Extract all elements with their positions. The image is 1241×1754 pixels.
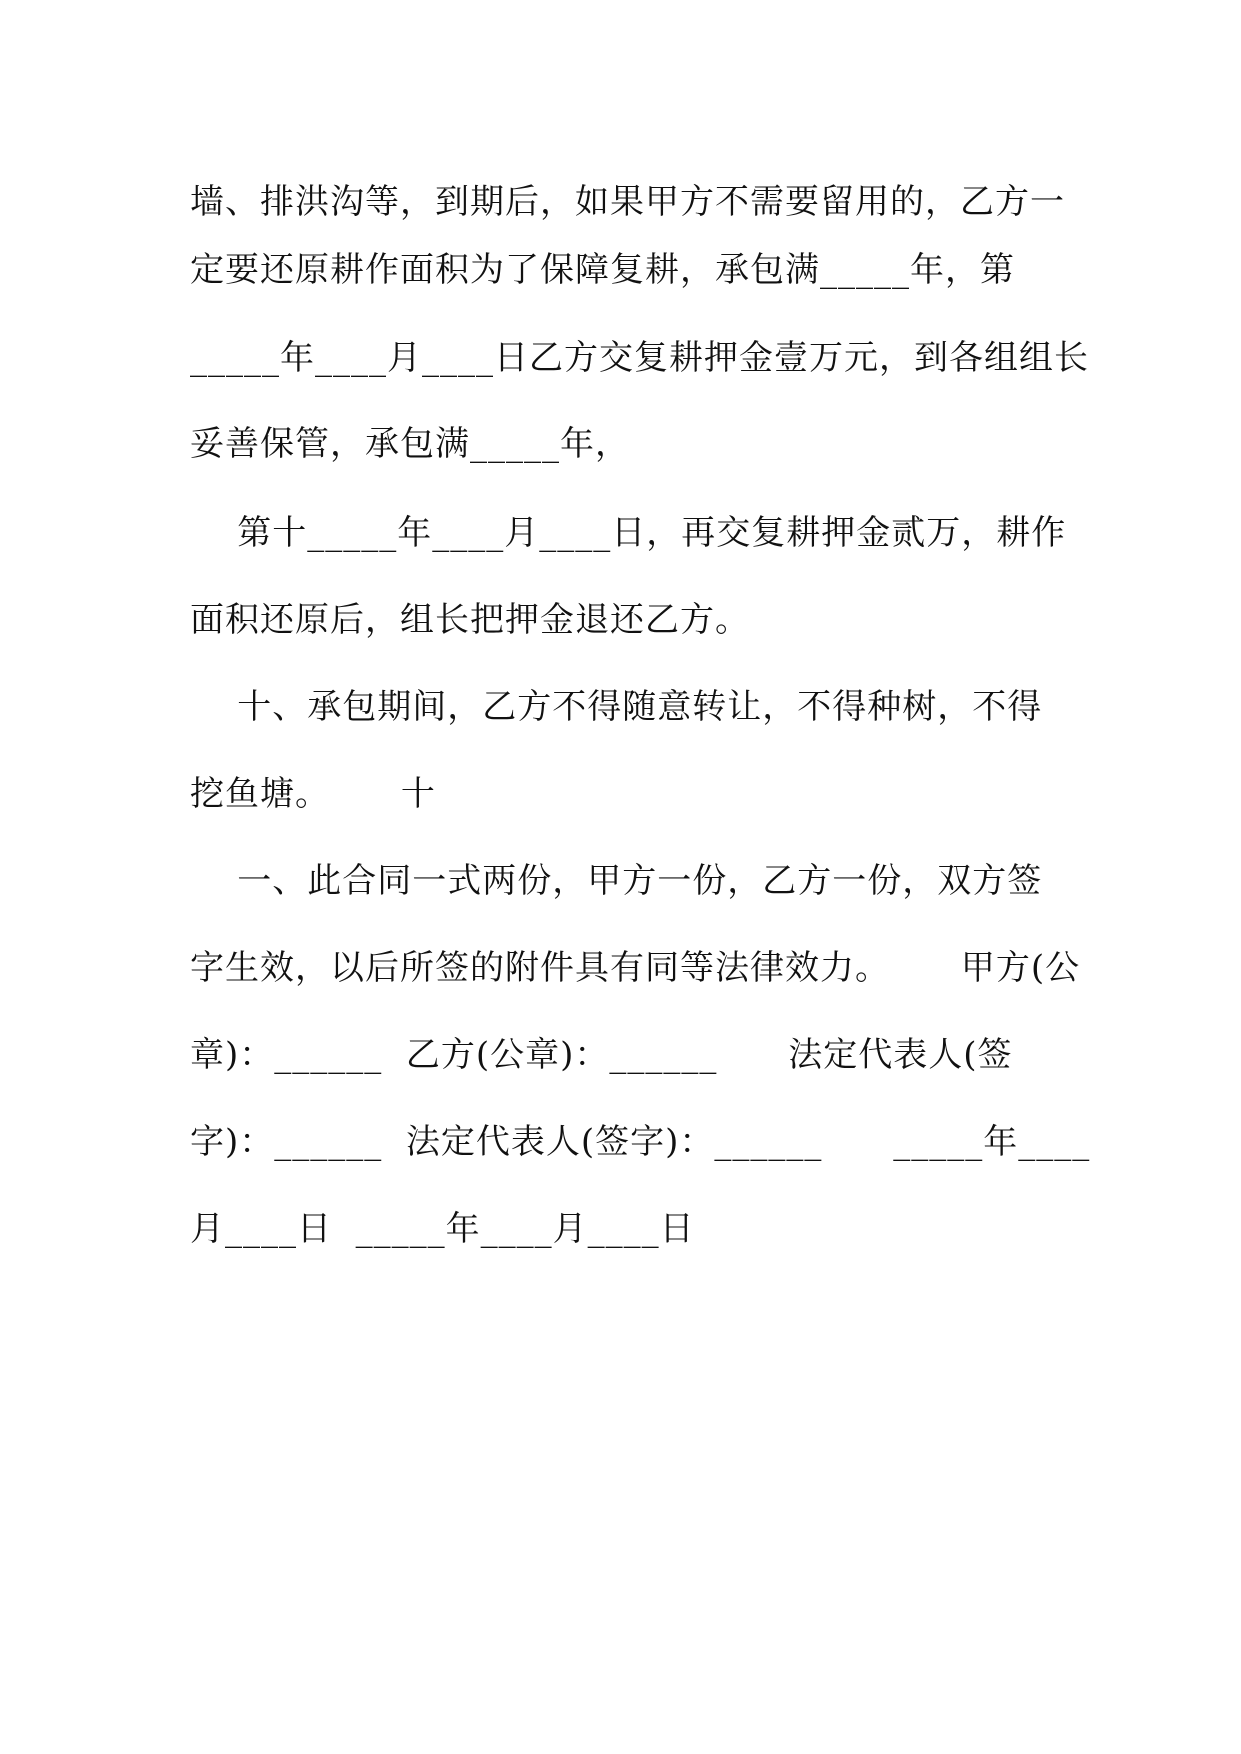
text-line: _____年____月____日乙方交复耕押金壹万元，到各组组长 <box>190 338 1089 378</box>
text-line: 一、此合同一式两份，甲方一份，乙方一份，双方签 <box>190 861 1043 901</box>
text-line: 字)：______ 法定代表人(签字)：______ _____年____ <box>190 1122 1091 1162</box>
text-line: 月____日 _____年____月____日 <box>190 1209 695 1249</box>
text-line: 十、承包期间，乙方不得随意转让，不得种树，不得 <box>190 687 1043 727</box>
text-line: 字生效，以后所签的附件具有同等法律效力。 甲方(公 <box>190 948 1081 988</box>
text-line: 定要还原耕作面积为了保障复耕，承包满_____年，第 <box>190 250 1015 290</box>
text-line: 妥善保管，承包满_____年， <box>190 424 630 464</box>
text-line: 墙、排洪沟等，到期后，如果甲方不需要留用的，乙方一 <box>190 182 1065 222</box>
text-line: 面积还原后，组长把押金退还乙方。 <box>190 600 750 640</box>
text-line: 挖鱼塘。 十 <box>190 774 436 814</box>
text-line: 第十_____年____月____日，再交复耕押金贰万，耕作 <box>190 513 1067 553</box>
text-line: 章)：______ 乙方(公章)：______ 法定代表人(签 <box>190 1035 1013 1075</box>
